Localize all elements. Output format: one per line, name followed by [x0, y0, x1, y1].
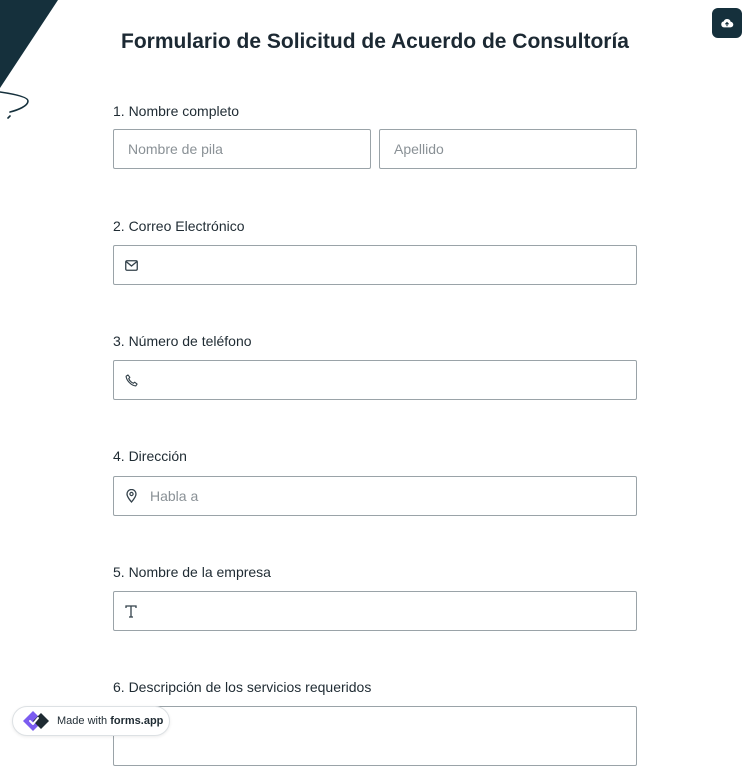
first-name-placeholder: Nombre de pila [128, 141, 223, 157]
made-with-badge[interactable] [12, 706, 170, 736]
badge-brand: forms.app [110, 715, 164, 727]
phone-icon [124, 373, 138, 387]
corner-decoration [0, 0, 70, 130]
last-name-input[interactable] [379, 129, 637, 169]
phone-field[interactable] [113, 360, 637, 400]
forms-app-logo-icon [21, 710, 51, 732]
badge-prefix: Made with [57, 715, 108, 727]
cloud-upload-icon [720, 16, 734, 30]
badge-text [57, 715, 163, 727]
question-label-company: 5. Nombre de la empresa [113, 564, 271, 580]
address-placeholder: Habla a [150, 488, 199, 504]
question-label-services: 6. Descripción de los servicios requeridos [113, 679, 372, 695]
services-description-textarea[interactable] [113, 706, 637, 766]
company-name-field[interactable] [113, 591, 637, 631]
envelope-icon [124, 258, 138, 272]
question-label-address: 4. Dirección [113, 448, 187, 464]
question-label-email: 2. Correo Electrónico [113, 218, 245, 234]
location-pin-icon [124, 489, 138, 503]
last-name-placeholder: Apellido [394, 141, 444, 157]
first-name-input[interactable] [113, 129, 371, 169]
email-field[interactable] [113, 245, 637, 285]
address-field[interactable] [113, 476, 637, 516]
form-title: Formulario de Solicitud de Acuerdo de Consultoría [121, 30, 629, 53]
question-label-phone: 3. Número de teléfono [113, 333, 252, 349]
text-t-icon [124, 604, 138, 618]
question-label-full-name: 1. Nombre completo [113, 103, 240, 119]
